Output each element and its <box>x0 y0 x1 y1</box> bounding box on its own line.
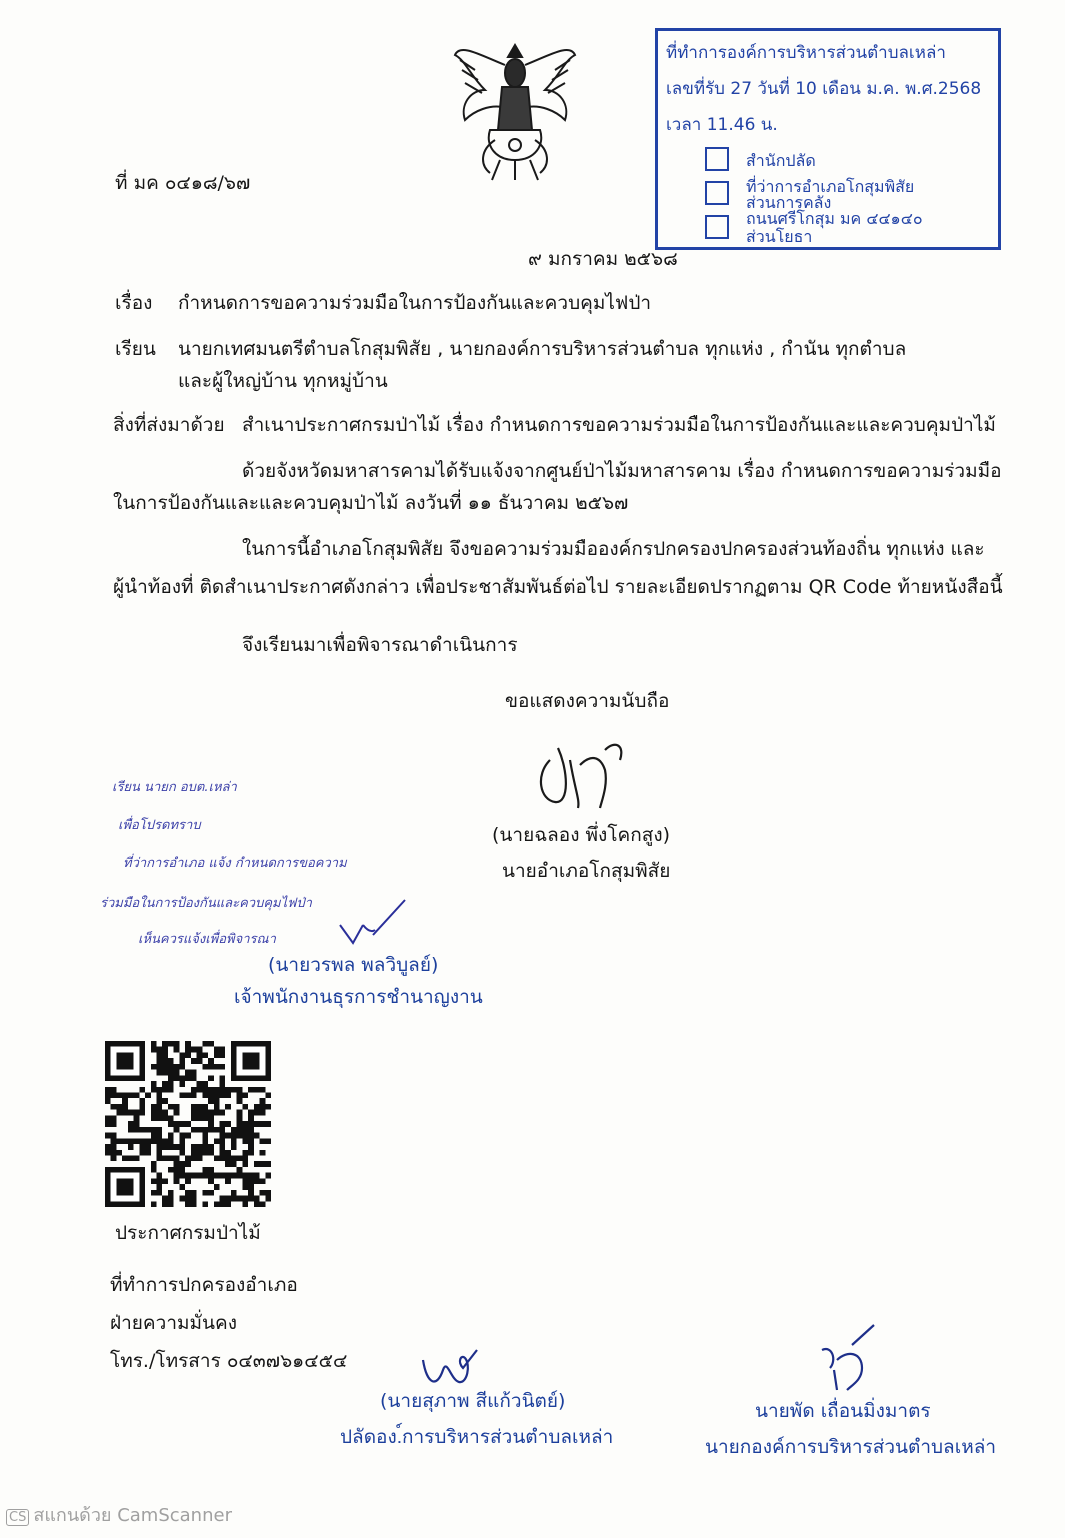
body-p1-line2: ในการป้องกันและและควบคุมป่าไม้ ลงวันที่ ๑๑ ธันวาคม ๒๕๖๗ <box>113 492 629 514</box>
body-p1-line1: ด้วยจังหวัดมหาสารคามได้รับแจ้งจากศูนย์ป่าไม้มหาสารคาม เรื่อง กำหนดการขอความร่วมมือ <box>242 460 1002 482</box>
stamp-checkbox-label-1: สำนักปลัด <box>746 151 816 170</box>
signature-district-chief <box>530 730 640 810</box>
stamp-district-road: ถนนศรีโกสุม มค ๔๔๑๔๐ <box>746 209 923 228</box>
closing-regards: ขอแสดงความนับถือ <box>505 690 670 712</box>
endorsement-1-title: ปลัดอง.์การบริหารส่วนตำบลเหล่า <box>340 1426 614 1448</box>
scanner-watermark-text: สแกนด้วย CamScanner <box>33 1505 232 1526</box>
recipient-label: เรียน <box>115 338 156 360</box>
handwritten-signer-name: (นายวรพล พลวิบูลย์) <box>268 954 439 976</box>
body-p2-line1: ในการนี้อำเภอโกสุมพิสัย จึงขอความร่วมมือองค์กรปกครองปกครองส่วนท้องถิ่น ทุกแห่ง และ <box>242 538 985 560</box>
garuda-emblem <box>440 35 590 185</box>
endorsement-1-name: (นายสุภาพ สีแก้วนิตย์) <box>380 1390 566 1412</box>
subject-text: กำหนดการขอความร่วมมือในการป้องกันและควบคุมไฟป่า <box>178 292 652 314</box>
endorsement-2-title: นายกองค์การบริหารส่วนตำบลเหล่า <box>705 1436 997 1458</box>
stamp-checkbox-2 <box>705 181 729 205</box>
stamp-time-line: เวลา 11.46 น. <box>666 115 778 135</box>
handwritten-note-line-5: เห็นควรแจ้งเพื่อพิจารณา <box>138 932 276 947</box>
stamp-checkbox-3 <box>705 215 729 239</box>
stamp-office: ที่ทำการองค์การบริหารส่วนตำบลเหล่า <box>666 43 946 63</box>
stamp-checkbox-1 <box>705 147 729 171</box>
recipient-line-1: นายกเทศมนตรีตำบลโกสุมพิสัย , นายกองค์การบริหารส่วนตำบล ทุกแห่ง , กำนัน ทุกตำบล <box>178 338 907 360</box>
signature-clerk <box>335 895 410 950</box>
signature-deputy <box>415 1340 495 1395</box>
camscanner-logo-icon: CS <box>6 1509 29 1526</box>
signature-mayor <box>812 1320 882 1395</box>
closing-signer-name: (นายฉลอง พึ่งโคกสูง) <box>492 824 671 846</box>
recipient-line-2: และผู้ใหญ่บ้าน ทุกหมู่บ้าน <box>178 370 388 392</box>
enclosure-label: สิ่งที่ส่งมาด้วย <box>113 414 225 436</box>
body-p3: จึงเรียนมาเพื่อพิจารณาดำเนินการ <box>242 634 518 656</box>
handwritten-note-line-2: เพื่อโปรดทราบ <box>118 818 201 833</box>
scanner-watermark <box>6 1500 232 1529</box>
body-p2-line2: ผู้นำท้องที่ ติดสำเนาประกาศดังกล่าว เพื่อประชาสัมพันธ์ต่อไป รายละเอียดปรากฏตาม QR Code ท้ายหนังสือนี้ <box>113 576 1003 598</box>
handwritten-signer-title: เจ้าพนักงานธุรการชำนาญงาน <box>234 986 483 1008</box>
qr-code[interactable] <box>105 1038 271 1210</box>
stamp-checkbox-label-3: ส่วนโยธา <box>746 227 813 246</box>
receipt-stamp <box>655 28 1001 250</box>
endorsement-2-name: นายพัด เถื่อนมิ่งมาตร <box>755 1400 931 1422</box>
subject-label: เรื่อง <box>115 292 153 314</box>
enclosure-text: สำเนาประกาศกรมป่าไม้ เรื่อง กำหนดการขอความร่วมมือในการป้องกันและและควบคุมป่าไม้ <box>242 414 996 436</box>
stamp-district-office: ที่ว่าการอำเภอโกสุมพิสัย <box>746 177 915 196</box>
stamp-received-line: เลขที่รับ 27 วันที่ 10 เดือน ม.ค. พ.ศ.2568 <box>666 79 982 99</box>
doc-number: ที่ มค ๐๔๑๘/๖๗ <box>115 172 251 194</box>
handwritten-note-line-3: ที่ว่าการอำเภอ แจ้ง กำหนดการขอความ <box>123 856 347 871</box>
footer-phone: โทร./โทรสาร ๐๔๓๗๖๑๔๕๔ <box>110 1350 348 1372</box>
doc-date: ๙ มกราคม ๒๕๖๘ <box>528 248 678 270</box>
stamp-finance-division: ส่วนการคลัง <box>746 193 832 212</box>
footer-office: ที่ทำการปกครองอำเภอ <box>110 1274 298 1296</box>
handwritten-note-line-1: เรียน นายก อบต.เหล่า <box>112 780 237 795</box>
handwritten-note-line-4: ร่วมมือในการป้องกันและควบคุมไฟป่า <box>100 896 312 911</box>
closing-signer-title: นายอำเภอโกสุมพิสัย <box>502 860 671 882</box>
footer-unit: ฝ่ายความมั่นคง <box>110 1312 238 1334</box>
qr-caption: ประกาศกรมป่าไม้ <box>115 1222 261 1244</box>
